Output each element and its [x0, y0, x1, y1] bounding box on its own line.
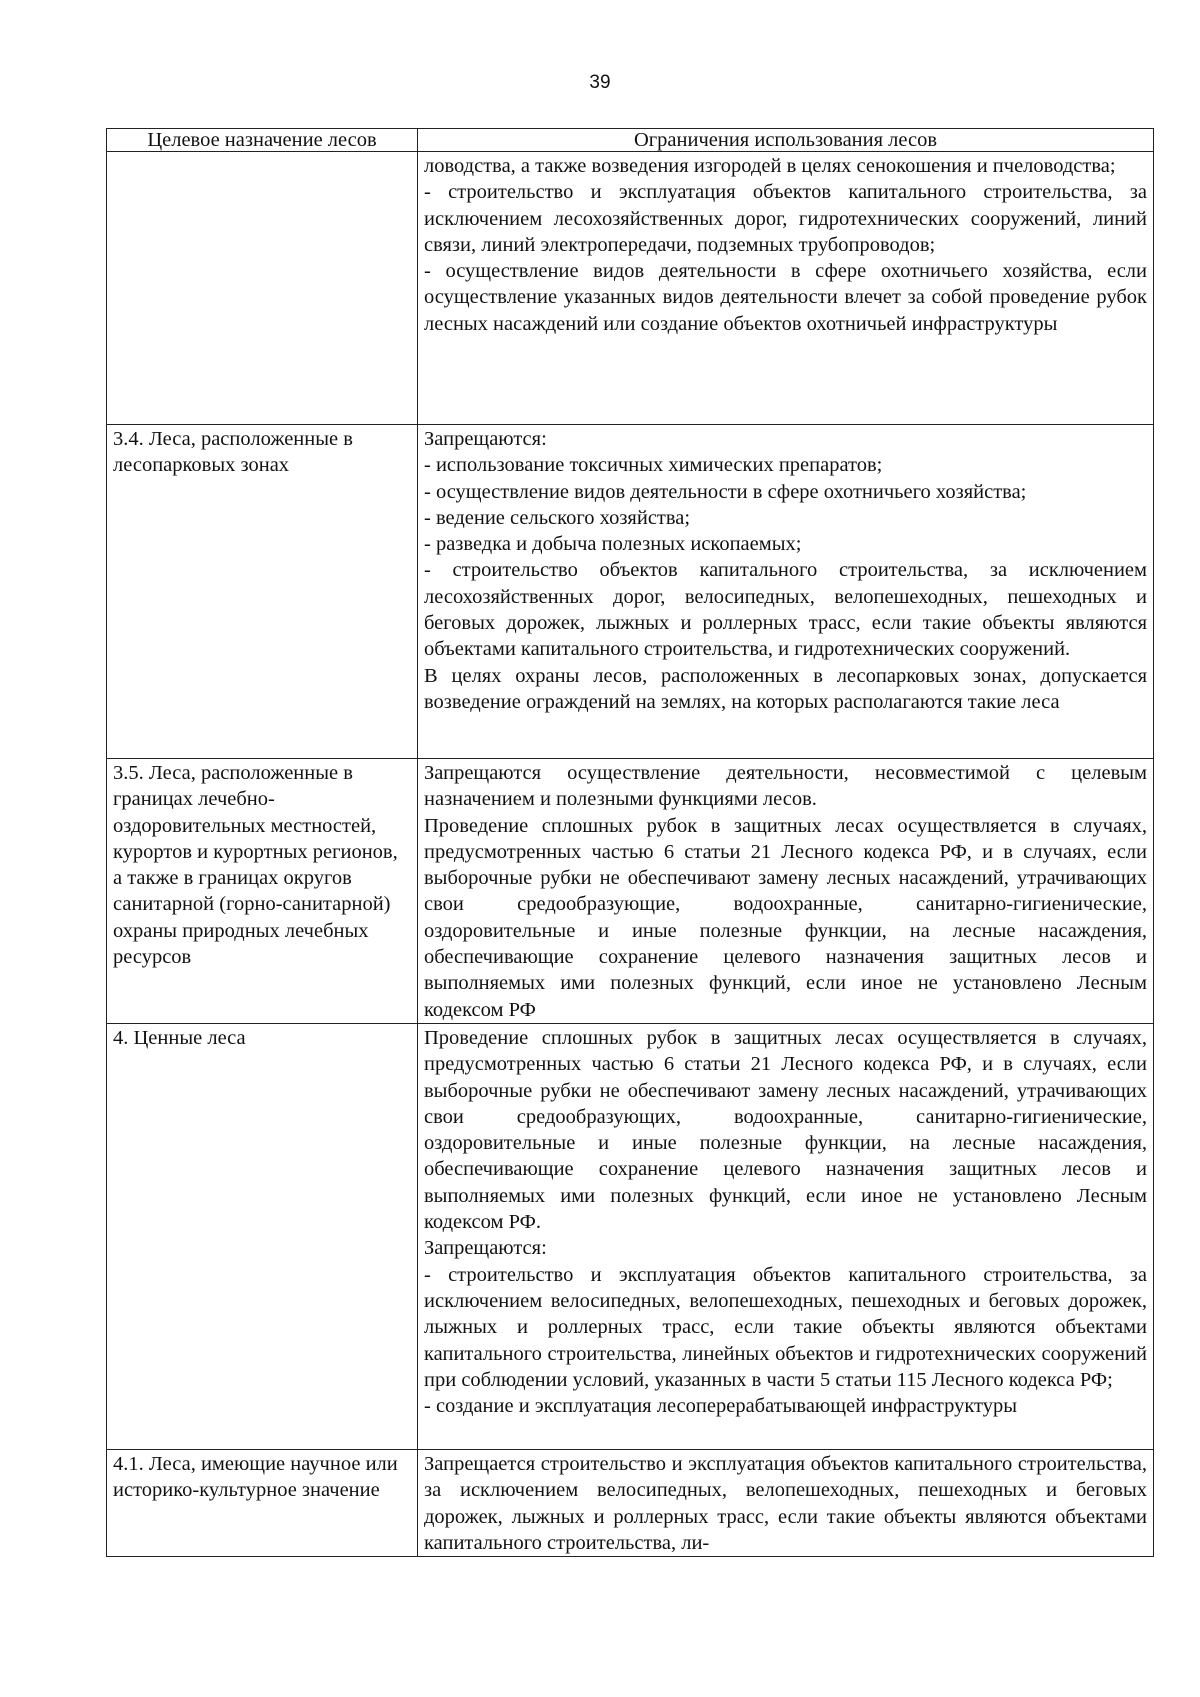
restrictions-cell — [418, 425, 1154, 759]
table-row — [107, 759, 1154, 1024]
restriction-line: - ведение сельского хозяйства; — [424, 506, 691, 529]
restriction-line: В целях охраны лесов, расположенных в лесопарковых зонах, допускается возведение ограждений на землях, на которых располагаются такие леса — [424, 664, 1147, 713]
category-cell: 3.4. Леса, расположенные в лесопарковых зонах — [107, 425, 418, 759]
restrictions-cell — [418, 1023, 1154, 1449]
restriction-line: - строительство и эксплуатация объектов капитального строительства, за исключением велосипедных, велопешеходных, пешеходных и беговых дорожек, лыжных и роллерных трасс, если такие объекты являются объектами капитального строительства, линейных объектов и гидротехнических сооружений при соблюдении условий, указанных в части 5 статьи 115 Лесного кодекса РФ; — [424, 1263, 1147, 1391]
restriction-line: Проведение сплошных рубок в защитных лесах осуществляется в случаях, предусмотренных частью 6 статьи 21 Лесного кодекса РФ, и в случаях, если выборочные рубки не обеспечивают замену лесных насаждений, утрачивающих свои средообразующие, водоохранные, санитарно-гигиенические, оздоровительные и иные полезные функции, на лесные насаждения, обеспечивающие сохранение целевого назначения защитных лесов и выполняемых ими полезных функций, если иное не установлено Лесным кодексом РФ — [424, 814, 1147, 1021]
table-row — [107, 1449, 1154, 1556]
restriction-line: Запрещается строительство и эксплуатация объектов капитального строительства, за исключением велосипедных, велопешеходных, пешеходных и беговых дорожек, лыжных и роллерных трасс, если такие объекты являются объектами капитального строительства, ли- — [424, 1452, 1147, 1554]
restriction-line: - осуществление видов деятельности в сфере охотничьего хозяйства; — [424, 480, 1027, 503]
table-row — [107, 425, 1154, 759]
table-row — [107, 152, 1154, 425]
restriction-line: Запрещаются осуществление деятельности, несовместимой с целевым назначением и полезными функциями лесов. — [424, 762, 1147, 811]
page-number: 39 — [589, 72, 611, 93]
header-use-restrictions: Ограничения использования лесов — [418, 129, 1154, 152]
restrictions-cell — [418, 1449, 1154, 1556]
restrictions-table — [106, 128, 1154, 1557]
table-header-row — [107, 129, 1154, 152]
category-cell: 3.5. Леса, расположенные в границах лечебно-оздоровительных местностей, курортов и курортных регионов, а также в границах округов санитарной (горно-санитарной) охраны природных лечебных ресурсов — [107, 759, 418, 1024]
restrictions-cell — [418, 152, 1154, 425]
category-cell: 4.1. Леса, имеющие научное или историко-культурное значение — [107, 1449, 418, 1556]
category-cell — [107, 152, 418, 425]
restriction-line: - разведка и добыча полезных ископаемых; — [424, 533, 802, 556]
restriction-line: Проведение сплошных рубок в защитных лесах осуществляется в случаях, предусмотренных частью 6 статьи 21 Лесного кодекса РФ, и в случаях, если выборочные рубки не обеспечивают замену лесных насаждений, утрачивающих свои средообразующих, водоохранные, санитарно-гигиенические, оздоровительные и иные полезные функции, на лесные насаждения, обеспечивающие сохранение целевого назначения защитных лесов и выполняемых ими полезных функций, если иное не установлено Лесным кодексом РФ. — [424, 1026, 1147, 1234]
header-forest-purpose: Целевое назначение лесов — [107, 129, 418, 152]
restriction-line: - строительство объектов капитального строительства, за исключением лесохозяйственных дорог, велосипедных, велопешеходных, пешеходных и беговых дорожек, лыжных и роллерных трасс, если такие объекты являются объектами капитального строительства, и гидротехнических сооружений. — [424, 559, 1147, 661]
restriction-line: Запрещаются: — [424, 1237, 547, 1260]
category-cell: 4. Ценные леса — [107, 1023, 418, 1449]
restriction-line: - строительство и эксплуатация объектов капитального строительства, за исключением лесохозяйственных дорог, гидротехнических сооружений, линий связи, линий электропередачи, подземных трубопроводов; — [424, 181, 1147, 256]
restriction-line: - осуществление видов деятельности в сфере охотничьего хозяйства, если осуществление указанных видов деятельности влечет за собой проведение рубок лесных насаждений или создание объектов охотничьей инфраструктуры — [424, 260, 1147, 335]
restriction-line: - использование токсичных химических препаратов; — [424, 454, 883, 477]
restriction-line: - создание и эксплуатация лесоперерабатывающей инфраструктуры — [424, 1395, 1017, 1418]
restriction-line: ловодства, а также возведения изгородей в целях сенокошения и пчеловодства; — [424, 155, 1116, 177]
restrictions-cell — [418, 759, 1154, 1024]
table-row — [107, 1023, 1154, 1449]
restriction-line: Запрещаются: — [424, 428, 547, 450]
